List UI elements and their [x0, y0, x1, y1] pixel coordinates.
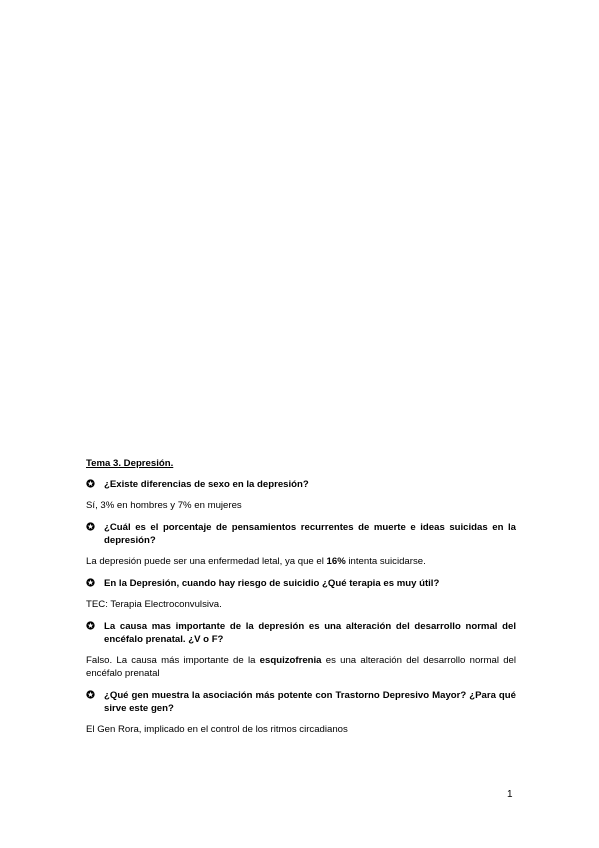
question-5 [86, 689, 516, 715]
section-heading: Tema 3. Depresión. [86, 458, 174, 469]
question-text: ¿Qué gen muestra la asociación más potente con Trastorno Depresivo Mayor? ¿Para qué sirve este gen? [104, 690, 516, 714]
question-text: La causa mas importante de la depresión es una alteración del desarrollo normal del encéfalo prenatal. ¿V o F? [104, 621, 516, 645]
answer-1 [86, 499, 516, 512]
answer-2 [86, 555, 516, 568]
answer-text: Falso. La causa más importante de la [86, 655, 260, 666]
answer-3 [86, 598, 516, 611]
answer-emphasis: esquizofrenia [259, 655, 322, 666]
circled-star-icon [86, 690, 95, 699]
answer-text: La depresión puede ser una enfermedad letal, ya que el [86, 556, 327, 567]
question-2 [86, 521, 516, 547]
answer-text: El Gen Rora, implicado en el control de los ritmos circadianos [86, 724, 348, 735]
question-text: ¿Cuál es el porcentaje de pensamientos recurrentes de muerte e ideas suicidas en la depresión? [104, 522, 516, 546]
question-3 [86, 577, 516, 590]
circled-star-icon [86, 522, 95, 531]
circled-star-icon [86, 479, 95, 488]
answer-emphasis: 16% [326, 556, 346, 567]
answer-4 [86, 654, 516, 680]
answer-text: intenta suicidarse. [345, 556, 426, 567]
page-number: 1 [507, 789, 513, 800]
question-4 [86, 620, 516, 646]
circled-star-icon [86, 578, 95, 587]
document-content [86, 457, 516, 745]
question-text: En la Depresión, cuando hay riesgo de suicidio ¿Qué terapia es muy útil? [104, 578, 440, 589]
answer-5 [86, 723, 516, 736]
circled-star-icon [86, 621, 95, 630]
question-text: ¿Existe diferencias de sexo en la depresión? [104, 479, 309, 490]
answer-text: es una alteración del desarrollo normal del encéfalo prenatal [86, 655, 516, 679]
answer-text: Sí, 3% en hombres y 7% en mujeres [86, 500, 242, 511]
answer-text: TEC: Terapia Electroconvulsiva. [86, 599, 222, 610]
question-1 [86, 478, 516, 491]
